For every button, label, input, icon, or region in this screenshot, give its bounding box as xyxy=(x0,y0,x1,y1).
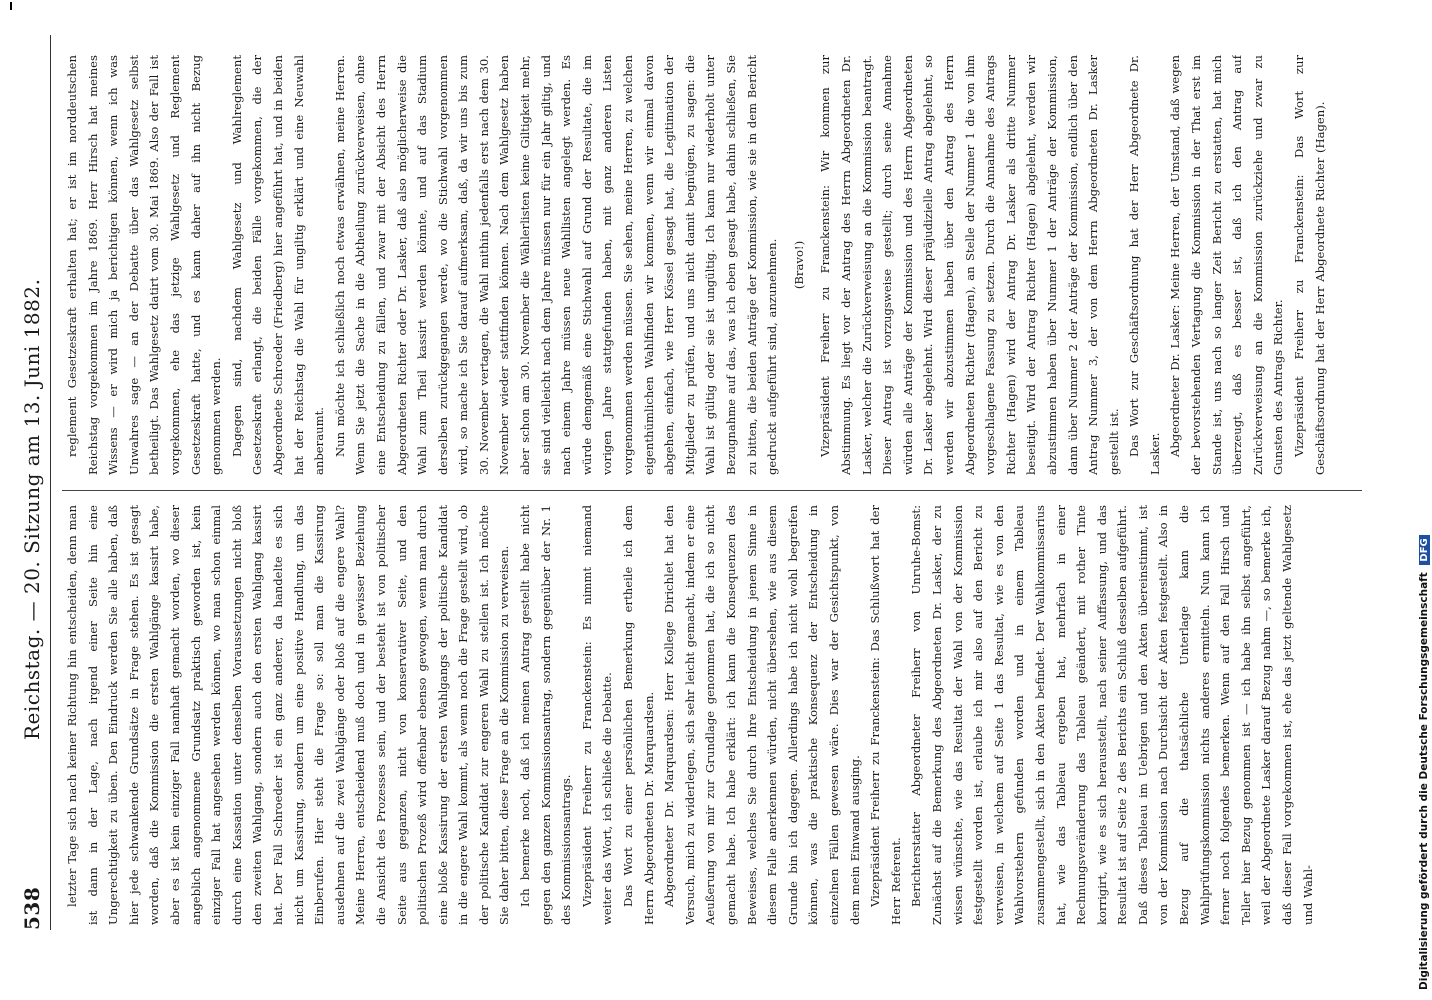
page-number: 538 xyxy=(20,886,44,930)
paragraph: Nun möchte ich schließlich noch etwas erwähnen, meine Herren. Wenn Sie jetzt die Sache in die Abtheilung zurückverweisen, ohne eine Entscheidung zu fällen, und zwar mit der Absicht des Herrn Abgeordneten Richter oder Dr. Lasker, daß also möglicherweise die Wahl zum Theil kassirt werden könnte, und auf das Stadium derselben zurückgegangen werde, wo die Stichwahl vorgenommen wird, so mache ich Sie darauf aufmerksam, daß, da wir uns bis zum 30. November vertagen, die Wahl mithin jedenfalls erst nach dem 30. November wieder stattfinden können. Nach dem Wahlgesetz haben aber schon am 30. November die Wählerlisten keine Giltigkeit mehr, sie sind vielleicht nach dem Jahre müssen nur für ein Jahr giltig, und nach einem Jahre müssen neue Wahllisten angelegt werden. Es würde demgemäß eine Stichwahl auf Grund der Resultate, die im vorigen Jahre stattgefunden haben, mit ganz anderen Listen vorgenommen werden müssen. Sie sehen, meine Herren, zu welchen eigenthümlichen Wahlfinden wir kommen, wenn wir einmal davon abgehen, einfach, wie Herr Kössel gesagt hat, die Legitimation der Mitglieder zu prüfen, und uns nicht damit begnügen, zu sagen: die Wahl ist gültig oder sie ist ungültig. Ich kann nur wiederholt unter Bezugnahme auf das, was ich eben gesagt habe, dahin schließen, Sie zu bitten, die beiden Anträge der Kommission, wie sie in dem Bericht gedruckt aufgeführt sind, anzunehmen. xyxy=(332,55,780,475)
paragraph: Vizepräsident Freiherr zu Franckenstein: Es nimmt niemand weiter das Wort, ich schließe die Debatte. xyxy=(579,505,615,925)
interjection: (Bravo!) xyxy=(791,240,806,290)
paragraph: Das Wort zu einer persönlichen Bemerkung ertheile ich dem Herrn Abgeordneten Dr. Marquardsen. xyxy=(621,505,656,925)
dfg-credit-text: Digitalisierung gefördert durch die Deutsche Forschungsgemeinschaft xyxy=(1418,572,1430,990)
right-text-column xyxy=(62,55,1362,475)
paragraph: reglement Gesetzeskraft erhalten hat; er ist im norddeutschen Reichstag vorgekommen im Jahre 1869. Herr Hirsch hat meines Wissens — er wird mich ja berichtigen können, wenn ich was Unwahres sage — an der Debatte über das Wahlgesetz selbst betheiligt. Das Wahlgesetz datirt vom 30. Mai 1869. Also der Fall ist vorgekommen, ehe das jetzige Wahlgesetz und Reglement Gesetzeskraft hatte, und es kann daher auf ihn nicht Bezug genommen werden. xyxy=(65,55,224,475)
page-header xyxy=(18,35,48,930)
running-title: Reichstag. — 20. Sitzung am 13. Juni 1882. xyxy=(20,278,44,740)
paragraph: Vizepräsident Freiherr zu Franckenstein: Wir kommen zur Abstimmung. Es liegt vor der Antrag des Herrn Abgeordneten Dr. Lasker, welcher die Zurückverweisung an die Kommission beantragt. Dieser Antrag ist vorzugsweise gestellt; durch seine Annahme würden alle Anträge der Kommission und des Herrn Abgeordneten Dr. Lasker abgelehnt. Wird dieser präjudizielle Antrag abgelehnt, so werden wir abzustimmen haben über den Antrag des Herrn Abgeordneten Richter (Hagen), an Stelle der Nummer 1 die von ihm vorgeschlagene Fassung zu setzen. Durch die Annahme des Antrags Richter (Hagen) wird der Antrag Dr. Lasker als dritte Nummer beseitigt. Wird der Antrag Richter (Hagen) abgelehnt, werden wir abzustimmen haben über Nummer 1 der Anträge der Kommission, dann über Nummer 2 der Anträge der Kommission, endlich über den Antrag Nummer 3, der von dem Herrn Abgeordneten Dr. Lasker gestellt ist. xyxy=(818,55,1121,475)
paragraph: Vizepräsident Freiherr zu Franckenstein: Das Wort zur Geschäftsordnung hat der Herr Abgeordnete Richter (Hagen). xyxy=(1292,55,1327,475)
paragraph: Abgeordneter Dr. Lasker: Meine Herren, der Umstand, daß wegen der bevorstehenden Vertagung die Kommission in der That erst im Stande ist, uns nach so langer Zeit Bericht zu erstatten, hat mich überzeugt, daß es besser ist, daß ich den Antrag auf Zurückverweisung an die Kommission zurückziehe und zwar zu Gunsten des Antrags Richter. xyxy=(1168,55,1286,475)
header-rule xyxy=(50,35,51,930)
paragraph: Das Wort zur Geschäftsordnung hat der Herr Abgeordnete Dr. Lasker. xyxy=(1127,55,1162,475)
paragraph: Abgeordneter Dr. Marquardsen: Herr Kollege Dirichlet hat den Versuch, mich zu widerlegen, sich sehr leicht gemacht, indem er eine Aeußerung von mir zur Grundlage genommen hat, die ich so nicht gemacht habe. Ich habe erklärt: ich kann die Konsequenzen des Beweises, welches Sie durch Ihre Entscheidung in jenem Sinne in diesem Falle anerkennen würden, nicht übersehen, wie aus diesem Grunde bin ich dagegen. Allerdings habe ich nicht wohl begreifen können, was die praktische Konsequenz der Entscheidung in einzelnen Fällen gewesen wäre. Dies war der Gesichtspunkt, von dem mein Einwand ausging. xyxy=(662,505,862,925)
paragraph: letzter Tage sich nach keiner Richtung hin entscheiden, denn man ist dann in der Lage, nach irgend einer Seite hin eine Ungerechtigkeit zu üben. Den Eindruck werden Sie alle haben, daß hier jede schwankende Grundsätze in Frage stehen. Es ist gesagt worden, daß die Kommission die ersten Wahlgänge kassirt habe, aber es ist kein einziger Fall namhaft gemacht worden, wo dieser angeblich angenommene Grundsatz praktisch geworden ist, kein einziger Fall hat angesehen werden können, wo man schon einmal durch eine Kassation unter denselben Voraussetzungen nicht bloß den zweiten Wahlgang, sondern auch den ersten Wahlgang kassirt hat. Der Fall Schroeder ist ein ganz anderer, da handelte es sich nicht um Kassirung, sondern um eine positive Handlung, um das Einberufen. Hier steht die Frage so: soll man die Kassirung ausdehnen auf die zwei Wahlgänge oder bloß auf die engere Wahl? Meine Herren, entscheidend muß doch und in gewisser Beziehung die Ansicht des Prozesses sein, und der besteht ist von politischer Seite aus geganzen, nicht von konservativer Seite, und den politischen Prozeß wird offenbar ebenso gewogen, wenn man durch eine bloße Kassirung der ersten Wahlgangs der politische Kandidat in die engere Wahl kommt, als wenn noch die Frage gestellt wird, ob der politische Kandidat zur engeren Wahl zu stellen ist. Ich möchte Sie daher bitten, diese Frage an die Kommission zu verweisen. xyxy=(65,505,512,925)
scan-corner-mark xyxy=(10,2,12,10)
paragraph: Berichterstatter Abgeordneter Freiherr von Unruhe-Bomst: Zunächst auf die Bemerkung des Abgeordneten Dr. Lasker, der zu wissen wünschte, wie das Resultat der Wahl von der Kommission festgestellt worden ist, erlaube ich mir also auf den Bericht zu verweisen, in welchem auf Seite 1 das Resultat, wie es von den Wahlvorstehern gefunden worden und in einem Tableau zusammengestellt, sich in den Akten befindet. Der Wahlkommissarius hat, wie das Tableau ergeben hat, mehrfach in einer Rechnungsveränderung das Tableau geändert, mit rother Tinte korrigirt, wie es sich herausstellt, nach seiner Auffassung, und das Resultat ist auf Seite 2 des Berichts ein Schluß desselben aufgeführt. Daß dieses Tableau im Uebrigen und den Akten übereinstimmt, ist von der Kommission nach Durchsicht der Akten festgestellt. Also in Bezug auf die thatsächliche Unterlage kann die Wahlprüfungskommission nichts anderes ermitteln. Nun kann ich ferner noch folgendes bemerken. Wenn auf den Fall Hirsch und Teller hier Bezug genommen ist — ich habe ihn selbst angeführt, weil der Abgeordnete Lasker darauf Bezug nahm —, so bemerke ich, daß dieser Fall vorgekommen ist, ehe das jetzt geltende Wahlgesetz und Wahl- xyxy=(909,505,1315,925)
dfg-credit xyxy=(1418,535,1430,990)
column-divider xyxy=(62,490,1362,491)
dfg-logo: DFG xyxy=(1419,535,1430,564)
paragraph: Vizepräsident Freiherr zu Franckenstein: Das Schlußwort hat der Herr Referent. xyxy=(868,505,903,925)
left-text-column xyxy=(62,505,1362,925)
paragraph: Ich bemerke noch, daß ich meinen Antrag gestellt habe nicht gegen den ganzen Kommissionsantrag, sondern gegenüber der Nr. 1 des Kommissionsantrags. xyxy=(518,505,574,925)
paragraph: Dagegen sind, nachdem Wahlgesetz und Wahlreglement Gesetzeskraft erlangt, die beiden Fälle vorgekommen, die der Abgeordnete Schroeder (Friedberg) hier angeführt hat, und in beiden hat der Reichstag die Wahl für ungiltig erklärt und eine Neuwahl anberaumt. xyxy=(229,55,327,475)
